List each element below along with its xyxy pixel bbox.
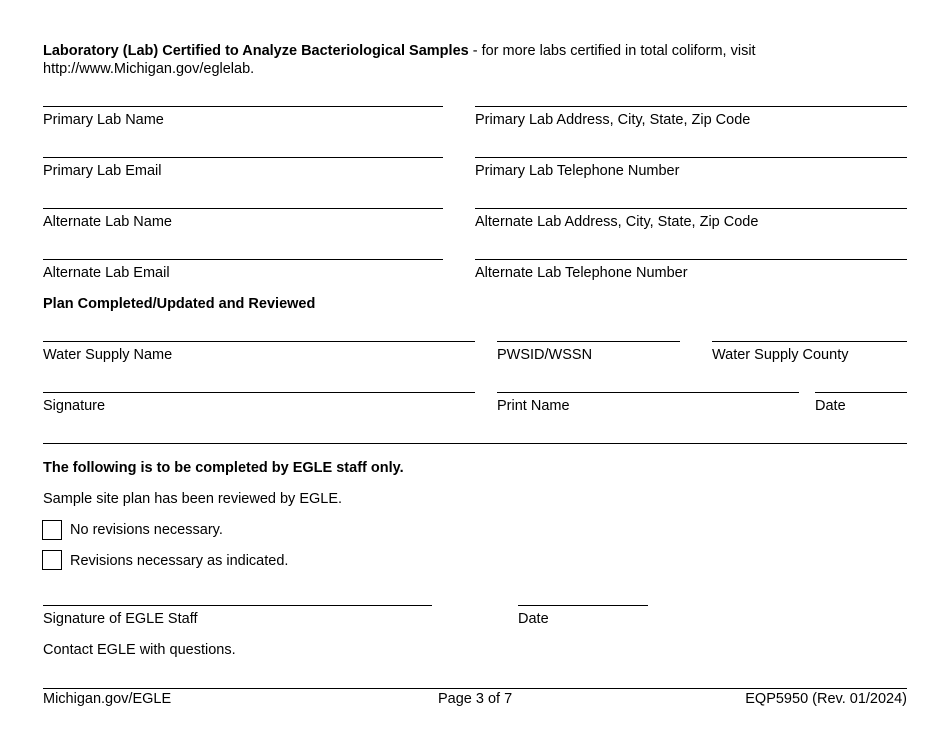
primary-lab-address-label: Primary Lab Address, City, State, Zip Code	[475, 112, 751, 128]
water-supply-county-label: Water Supply County	[712, 347, 849, 363]
egle-staff-date-label: Date	[518, 611, 549, 627]
no-revisions-checkbox[interactable]	[42, 520, 62, 540]
section-heading-lab	[43, 43, 756, 59]
footer-site: Michigan.gov/EGLE	[43, 691, 172, 707]
date-label: Date	[815, 398, 846, 414]
lab-heading-rest: - for more labs certified in total coliform, visit	[468, 43, 756, 59]
primary-lab-name-field[interactable]	[43, 106, 443, 107]
plan-heading: Plan Completed/Updated and Reviewed	[43, 296, 316, 312]
alternate-lab-name-label: Alternate Lab Name	[43, 214, 172, 230]
alternate-lab-email-field[interactable]	[43, 259, 443, 260]
pwsid-field[interactable]	[497, 341, 680, 342]
primary-lab-name-label: Primary Lab Name	[43, 112, 164, 128]
contact-text: Contact EGLE with questions.	[43, 642, 236, 658]
alternate-lab-address-label: Alternate Lab Address, City, State, Zip Code	[475, 214, 759, 230]
reviewed-text: Sample site plan has been reviewed by EGLE.	[43, 491, 343, 507]
lab-heading-bold: Laboratory (Lab) Certified to Analyze Bacteriological Samples	[43, 43, 469, 59]
egle-staff-signature-field[interactable]	[43, 605, 432, 606]
water-supply-name-field[interactable]	[43, 341, 475, 342]
alternate-lab-address-field[interactable]	[475, 208, 907, 209]
primary-lab-email-label: Primary Lab Email	[43, 163, 162, 179]
water-supply-county-field[interactable]	[712, 341, 907, 342]
print-name-label: Print Name	[497, 398, 570, 414]
section-divider	[43, 443, 907, 444]
egle-staff-signature-label: Signature of EGLE Staff	[43, 611, 198, 627]
alternate-lab-name-field[interactable]	[43, 208, 443, 209]
primary-lab-email-field[interactable]	[43, 157, 443, 158]
lab-url-text: http://www.Michigan.gov/eglelab.	[43, 61, 255, 77]
no-revisions-label: No revisions necessary.	[70, 522, 223, 538]
primary-lab-phone-field[interactable]	[475, 157, 907, 158]
print-name-field[interactable]	[497, 392, 799, 393]
water-supply-name-label: Water Supply Name	[43, 347, 173, 363]
egle-staff-date-field[interactable]	[518, 605, 648, 606]
footer-page-number: Page 3 of 7	[438, 691, 513, 707]
revisions-label: Revisions necessary as indicated.	[70, 553, 289, 569]
primary-lab-address-field[interactable]	[475, 106, 907, 107]
egle-staff-heading: The following is to be completed by EGLE staff only.	[43, 460, 404, 476]
signature-label: Signature	[43, 398, 106, 414]
pwsid-label: PWSID/WSSN	[497, 347, 593, 363]
date-field[interactable]	[815, 392, 907, 393]
revisions-checkbox[interactable]	[42, 550, 62, 570]
primary-lab-phone-label: Primary Lab Telephone Number	[475, 163, 680, 179]
signature-field[interactable]	[43, 392, 475, 393]
alternate-lab-phone-field[interactable]	[475, 259, 907, 260]
alternate-lab-phone-label: Alternate Lab Telephone Number	[475, 265, 688, 281]
footer-divider	[43, 688, 907, 689]
alternate-lab-email-label: Alternate Lab Email	[43, 265, 170, 281]
footer-form-id: EQP5950 (Rev. 01/2024)	[745, 691, 907, 707]
